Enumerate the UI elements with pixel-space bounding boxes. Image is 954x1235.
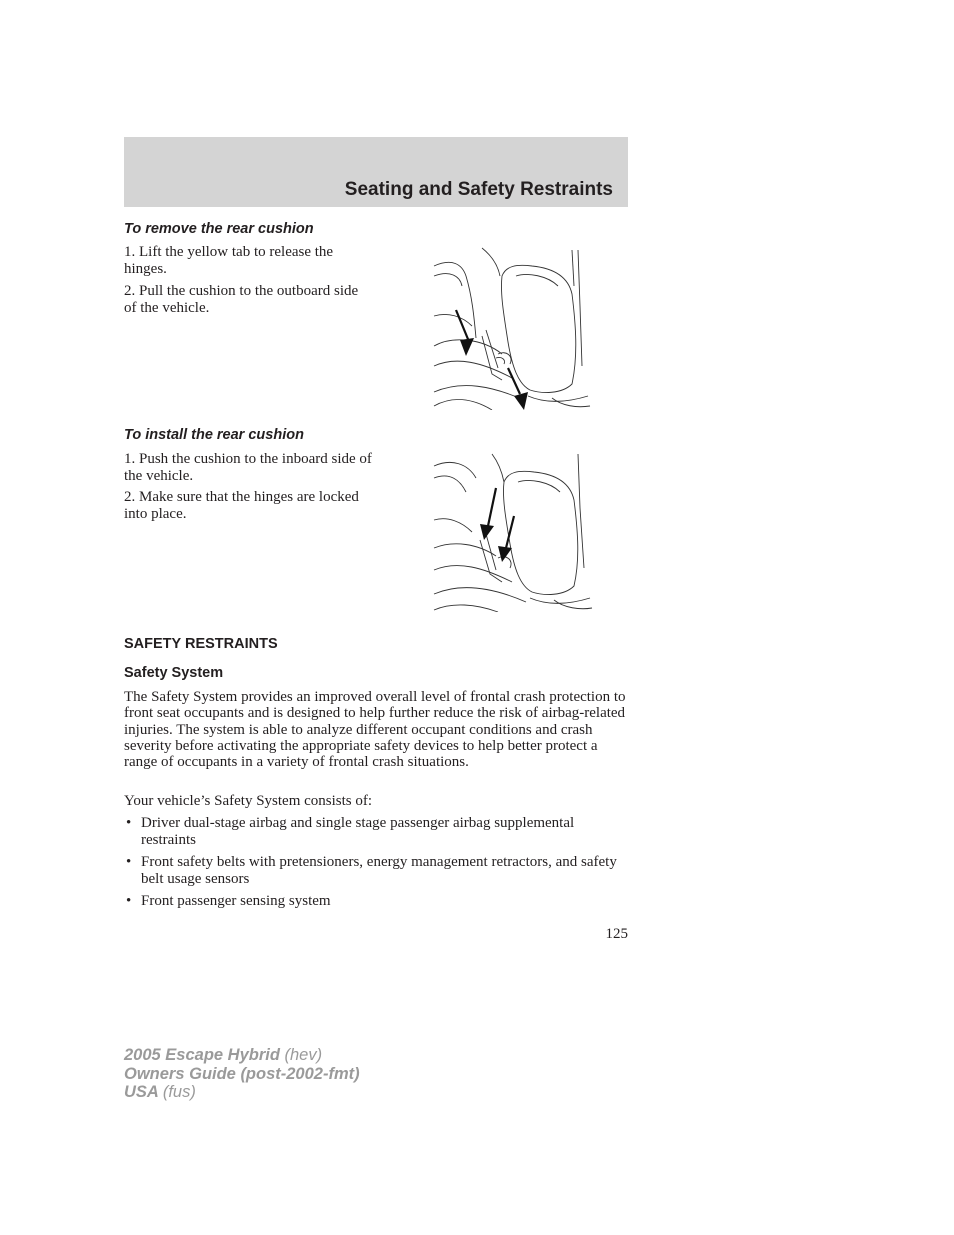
safety-system-consists: Your vehicle’s Safety System consists of: — [124, 793, 373, 809]
footer-market-code: (fus) — [162, 1083, 196, 1101]
footer — [124, 1046, 360, 1102]
footer-line-3 — [124, 1083, 360, 1102]
bullet-icon: • — [126, 854, 132, 870]
list-item — [124, 893, 628, 910]
install-cushion-illustration — [432, 452, 594, 612]
list-item-text: Front passenger sensing system — [141, 893, 331, 909]
footer-market: USA — [124, 1083, 159, 1101]
list-item — [124, 815, 628, 849]
header-band — [124, 137, 628, 207]
safety-system-heading: Safety System — [124, 665, 224, 681]
list-item-text: Driver dual-stage airbag and single stage passenger airbag supplemental restraints — [141, 815, 575, 848]
remove-step-2: 2. Pull the cushion to the outboard side of the vehicle. — [124, 283, 359, 316]
footer-model-code: (hev) — [284, 1046, 323, 1064]
remove-cushion-illustration — [432, 246, 592, 410]
install-step-2: 2. Make sure that the hinges are locked into place. — [124, 489, 359, 522]
footer-line-1 — [124, 1046, 360, 1065]
footer-line-2: Owners Guide (post-2002-fmt) — [124, 1064, 360, 1083]
install-step-1: 1. Push the cushion to the inboard side of the vehicle. — [124, 451, 372, 484]
list-item — [124, 854, 628, 888]
remove-cushion-heading: To remove the rear cushion — [124, 221, 314, 237]
page-number: 125 — [605, 926, 628, 942]
bullet-icon: • — [126, 815, 132, 831]
install-cushion-heading: To install the rear cushion — [124, 427, 304, 443]
safety-restraints-heading: SAFETY RESTRAINTS — [124, 636, 278, 652]
safety-system-paragraph: The Safety System provides an improved overall level of frontal crash protection to front seat occupants and is designed to help further reduce the risk of airbag-related injuries. The system is able to analyze different occupant conditions and crash severity before activating the appropriate safety devices to help better protect a range of occupants in a variety of frontal crash situations. — [124, 689, 626, 771]
page-title: Seating and Safety Restraints — [344, 179, 613, 200]
list-item-text: Front safety belts with pretensioners, energy management retractors, and safety belt usage sensors — [141, 854, 617, 887]
bullet-icon: • — [126, 893, 132, 909]
footer-model: 2005 Escape Hybrid — [124, 1046, 280, 1064]
remove-step-1: 1. Lift the yellow tab to release the hinges. — [124, 244, 334, 277]
